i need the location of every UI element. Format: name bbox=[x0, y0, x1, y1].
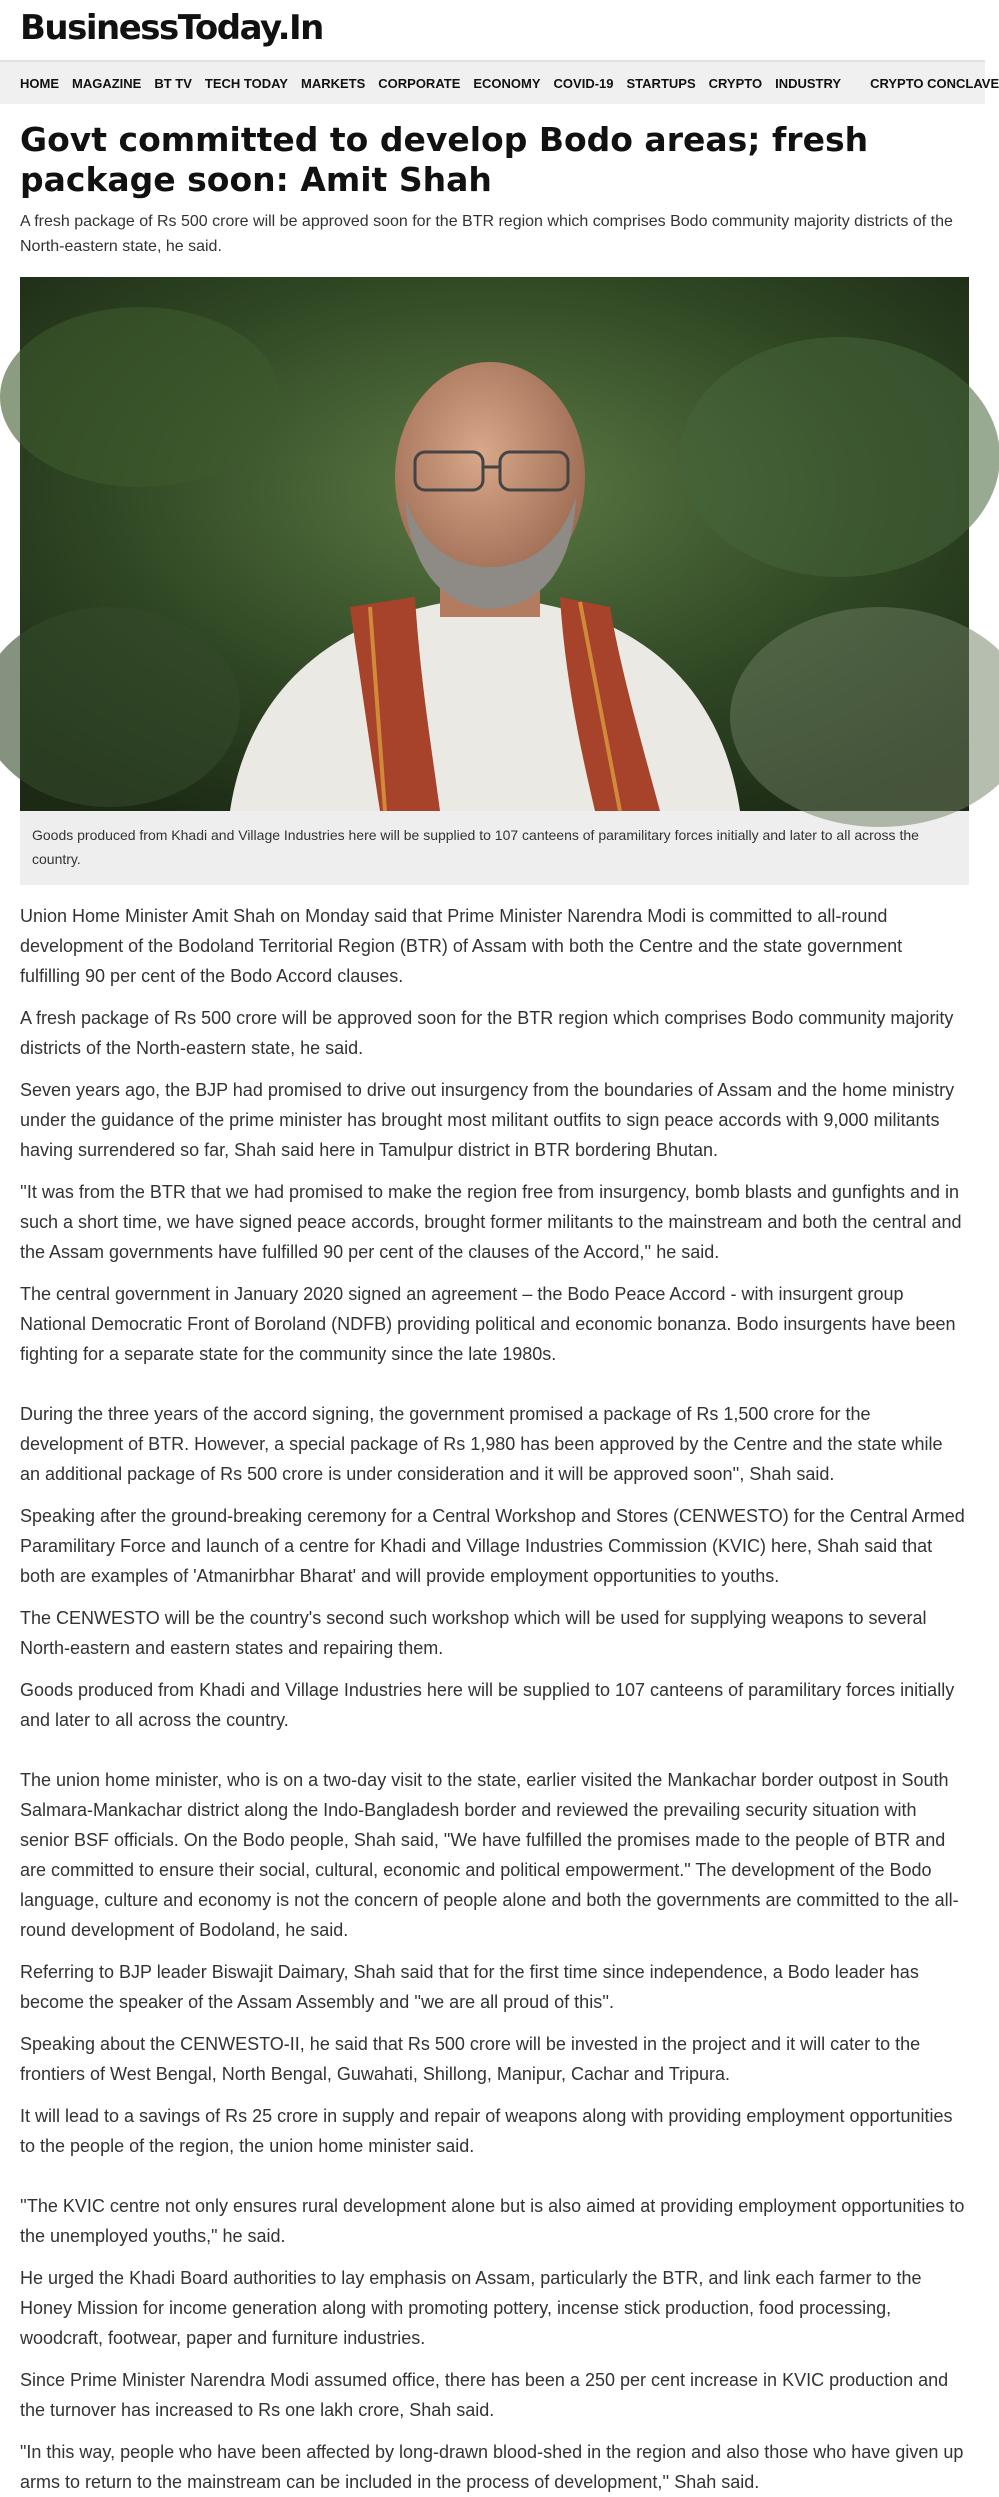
article-subtitle: A fresh package of Rs 500 crore will be approved soon for the BTR region which comprises Bodo community majority districts of the North-eastern state, he said. bbox=[20, 213, 953, 255]
nav-magazine[interactable]: MAGAZINE bbox=[72, 75, 142, 91]
nav-crypto[interactable]: CRYPTO bbox=[708, 75, 763, 91]
article-paragraph: Since Prime Minister Narendra Modi assumed office, there has been a 250 per cent increase in KVIC production and the turnover has increased to Rs one lakh crore, Shah said. bbox=[20, 2370, 949, 2420]
site-logo[interactable]: BusinessToday.In bbox=[20, 8, 323, 48]
nav-crypto-conclave[interactable]: CRYPTO CONCLAVE bbox=[870, 75, 999, 91]
nav-markets[interactable]: MARKETS bbox=[300, 75, 366, 91]
article-paragraph: The union home minister, who is on a two-day visit to the state, earlier visited the Mankachar border outpost in South Salmara-Mankachar district along the Indo-Bangladesh border and reviewed the prevailing security situation with senior BSF officials. On the Bodo people, Shah said, "We have fulfilled the promises made to the people of BTR and are committed to ensure their social, cultural, economic and political empowerment." The development of the Bodo language, culture and economy is not the concern of people alone and both the governments are committed to the all-round development of Bodoland, he said. bbox=[20, 1770, 959, 1940]
article-paragraph: Referring to BJP leader Biswajit Daimary, Shah said that for the first time since independence, a Bodo leader has become the speaker of the Assam Assembly and ''we are all proud of this''. bbox=[20, 1962, 919, 2012]
nav-startups[interactable]: STARTUPS bbox=[626, 75, 696, 91]
main-nav bbox=[0, 62, 999, 104]
article-paragraph: Speaking after the ground-breaking ceremony for a Central Workshop and Stores (CENWESTO) for the Central Armed Paramilitary Force and launch of a centre for Khadi and Village Industries Commission (KVIC) here, Shah said that both are examples of 'Atmanirbhar Bharat' and will provide employment opportunities to youths. bbox=[20, 1506, 965, 1586]
article-title: Govt committed to develop Bodo areas; fresh package soon: Amit Shah bbox=[20, 120, 869, 199]
article-paragraph: Seven years ago, the BJP had promised to drive out insurgency from the boundaries of Assam and the home ministry under the guidance of the prime minister has brought most militant outfits to sign peace accords with 9,000 militants having surrendered so far, Shah said here in Tamulpur district in BTR bordering Bhutan. bbox=[20, 1080, 955, 1160]
article-paragraph: ''The KVIC centre not only ensures rural development alone but is also aimed at providing employment opportunities to the unemployed youths," he said. bbox=[20, 2196, 965, 2246]
site-header bbox=[0, 0, 985, 62]
article-paragraph: Speaking about the CENWESTO-II, he said that Rs 500 crore will be invested in the project and it will cater to the frontiers of West Bengal, North Bengal, Guwahati, Shillong, Manipur, Cachar and Tripura. bbox=[20, 2034, 921, 2084]
article-paragraph: The central government in January 2020 signed an agreement – the Bodo Peace Accord - with insurgent group National Democratic Front of Boroland (NDFB) providing political and economic bonanza. Bodo insurgents have been fighting for a separate state for the community since the late 1980s. bbox=[20, 1284, 956, 1364]
article-paragraph: The CENWESTO will be the country's second such workshop which will be used for supplying weapons to several North-eastern and eastern states and repairing them. bbox=[20, 1608, 927, 1658]
nav-corporate[interactable]: CORPORATE bbox=[378, 75, 461, 91]
article-paragraph: During the three years of the accord signing, the government promised a package of Rs 1,500 crore for the development of BTR. However, a special package of Rs 1,980 has been approved by the Centre and the state while an additional package of Rs 500 crore is under consideration and it will be approved soon'', Shah said. bbox=[20, 1404, 943, 1484]
nav-home[interactable]: HOME bbox=[20, 75, 59, 91]
article-body bbox=[20, 901, 965, 2497]
article bbox=[0, 120, 985, 2497]
nav-tech-today[interactable]: TECH TODAY bbox=[204, 75, 288, 91]
article-paragraph: "In this way, people who have been affected by long-drawn blood-shed in the region and also those who have given up arms to return to the mainstream can be included in the process of development,'' Shah said. bbox=[20, 2442, 964, 2492]
article-paragraph: A fresh package of Rs 500 crore will be approved soon for the BTR region which comprises Bodo community majority districts of the North-eastern state, he said. bbox=[20, 1008, 954, 1058]
article-paragraph: ''It was from the BTR that we had promised to make the region free from insurgency, bomb blasts and gunfights and in such a short time, we have signed peace accords, brought former militants to the mainstream and both the central and the Assam governments have fulfilled 90 per cent of the clauses of the Accord,'' he said. bbox=[20, 1182, 962, 1262]
article-paragraph: Union Home Minister Amit Shah on Monday said that Prime Minister Narendra Modi is committed to all-round development of the Bodoland Territorial Region (BTR) of Assam with both the Centre and the state government fulfilling 90 per cent of the Bodo Accord clauses. bbox=[20, 906, 903, 986]
nav-bt-tv[interactable]: BT TV bbox=[154, 75, 192, 91]
nav-industry[interactable]: INDUSTRY bbox=[775, 75, 842, 91]
article-hero-image bbox=[20, 277, 969, 811]
image-caption: Goods produced from Khadi and Village Industries here will be supplied to 107 canteens of paramilitary forces initially and later to all across the country. bbox=[20, 811, 969, 885]
article-paragraph: It will lead to a savings of Rs 25 crore in supply and repair of weapons along with providing employment opportunities to the people of the region, the union home minister said. bbox=[20, 2106, 953, 2156]
article-paragraph: Goods produced from Khadi and Village Industries here will be supplied to 107 canteens of paramilitary forces initially and later to all across the country. bbox=[20, 1680, 955, 1730]
portrait-illustration bbox=[20, 277, 969, 811]
nav-economy[interactable]: ECONOMY bbox=[473, 75, 541, 91]
nav-covid-19[interactable]: COVID-19 bbox=[553, 75, 614, 91]
article-paragraph: He urged the Khadi Board authorities to lay emphasis on Assam, particularly the BTR, and link each farmer to the Honey Mission for income generation along with promoting pottery, incense stick production, food processing, woodcraft, footwear, paper and furniture industries. bbox=[20, 2268, 922, 2348]
